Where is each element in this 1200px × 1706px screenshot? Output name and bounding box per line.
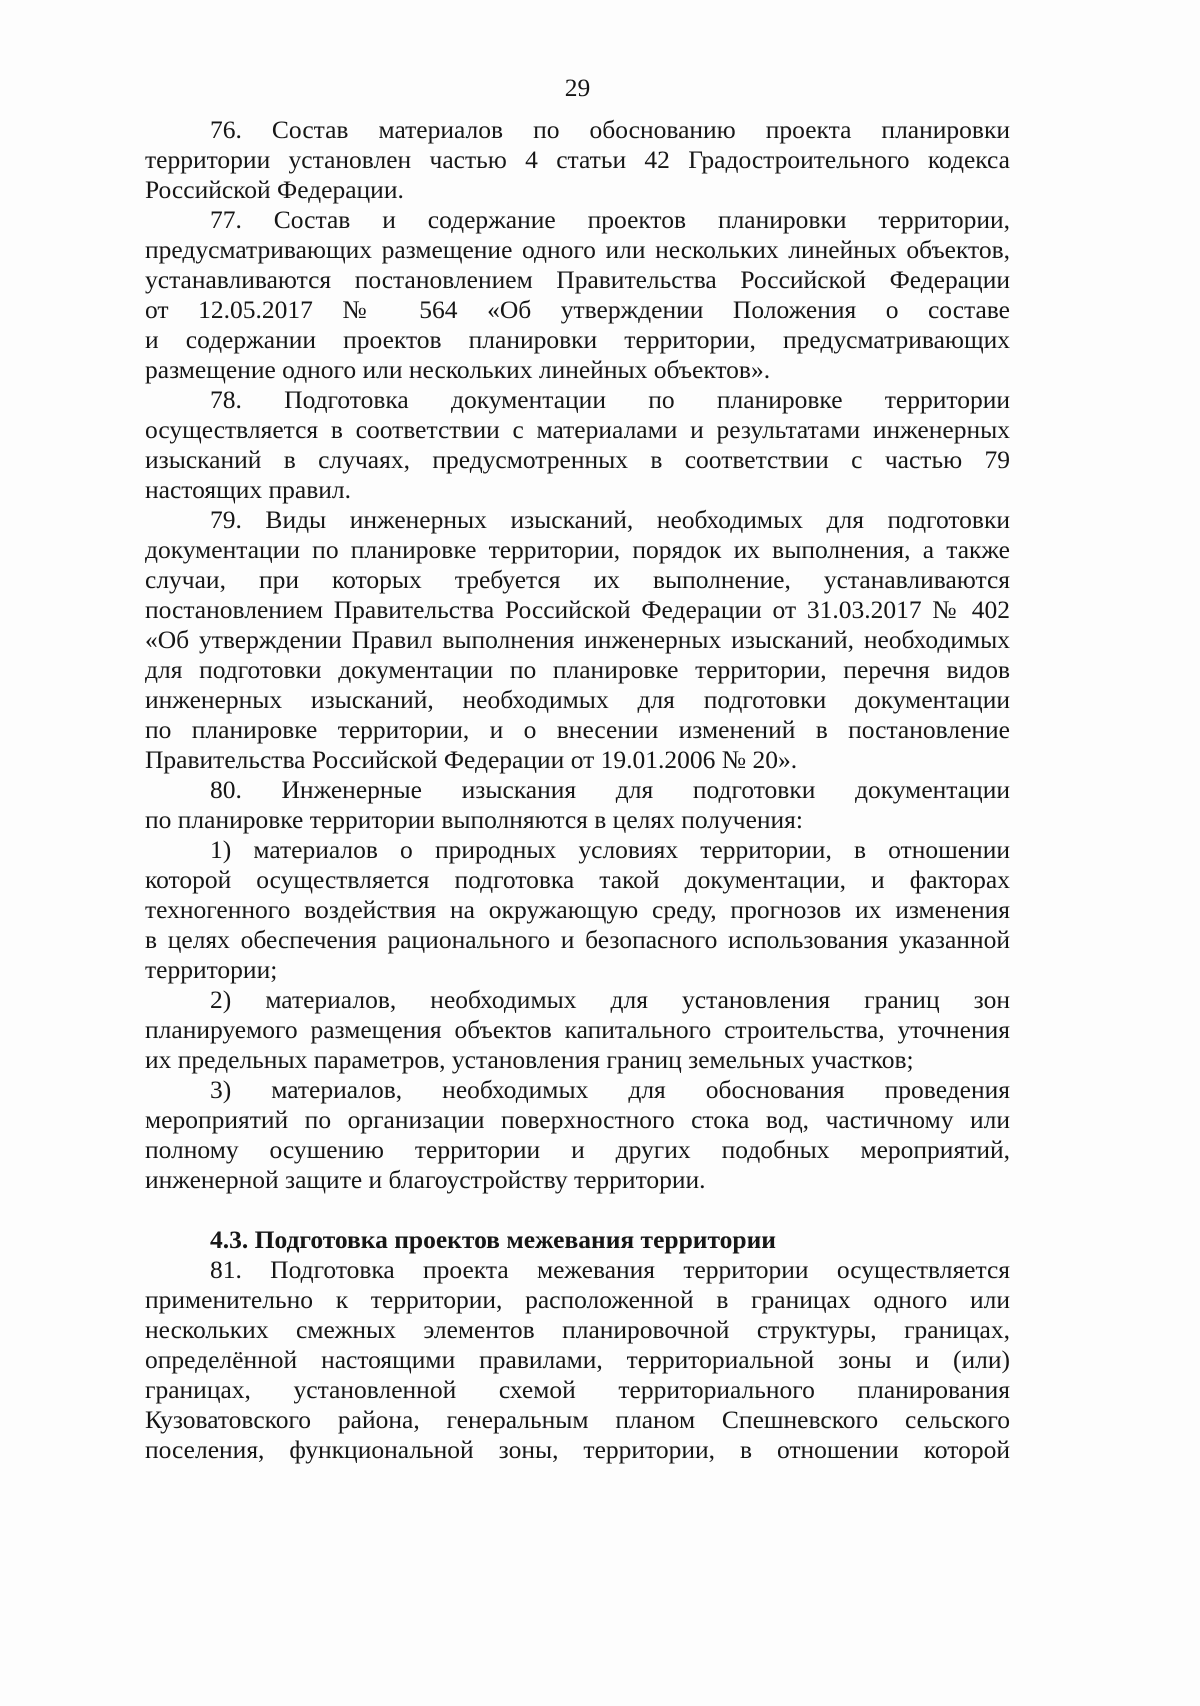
paragraph-line: осуществляется в соответствии с материалами и результатами инженерных — [145, 415, 1010, 444]
paragraph-78 — [145, 385, 1010, 505]
paragraph-76 — [145, 115, 1010, 205]
paragraph-line: от 12.05.2017 № 564 «Об утверждении Положения о составе — [145, 295, 1010, 324]
list-item-3 — [145, 1075, 1010, 1195]
paragraph-line: «Об утверждении Правил выполнения инженерных изысканий, необходимых — [145, 625, 1010, 654]
list-item-2 — [145, 985, 1010, 1075]
paragraph-77 — [145, 205, 1010, 385]
paragraph-line: территории; — [145, 955, 278, 984]
paragraph-80 — [145, 775, 1010, 835]
paragraph-line: документации по планировке территории, порядок их выполнения, а также — [145, 535, 1010, 564]
text-column — [145, 115, 1010, 1465]
paragraph-line: их предельных параметров, установления границ земельных участков; — [145, 1045, 914, 1074]
paragraph-line: которой осуществляется подготовка такой документации, и факторах — [145, 865, 1010, 894]
paragraph-line: определённой настоящими правилами, территориальной зоны и (или) — [145, 1345, 1010, 1374]
paragraph-line: территории установлен частью 4 статьи 42 Градостроительного кодекса — [145, 145, 1010, 174]
paragraph-line: 2) материалов, необходимых для установления границ зон — [210, 985, 1010, 1014]
paragraph-line: мероприятий по организации поверхностного стока вод, частичному или — [145, 1105, 1010, 1134]
paragraph-line: 80. Инженерные изыскания для подготовки документации — [210, 775, 1010, 804]
paragraph-line: по планировке территории, и о внесении изменений в постановление — [145, 715, 1010, 744]
paragraph-line: Российской Федерации. — [145, 175, 404, 204]
paragraph-line: нескольких смежных элементов планировочной структуры, границах, — [145, 1315, 1010, 1344]
paragraph-79 — [145, 505, 1010, 775]
paragraph-line: в целях обеспечения рационального и безопасного использования указанной — [145, 925, 1010, 954]
paragraph-line: Кузоватовского района, генеральным планом Спешневского сельского — [145, 1405, 1010, 1434]
paragraph-line: предусматривающих размещение одного или нескольких линейных объектов, — [145, 235, 1010, 264]
paragraph-line: Правительства Российской Федерации от 19.01.2006 № 20». — [145, 745, 798, 774]
paragraph-line: применительно к территории, расположенной в границах одного или — [145, 1285, 1010, 1314]
paragraph-line: полному осушению территории и других подобных мероприятий, — [145, 1135, 1010, 1164]
paragraph-line: инженерных изысканий, необходимых для подготовки документации — [145, 685, 1010, 714]
paragraph-line: 3) материалов, необходимых для обоснования проведения — [210, 1075, 1010, 1104]
paragraph-line: настоящих правил. — [145, 475, 351, 504]
paragraph-line: и содержании проектов планировки территории, предусматривающих — [145, 325, 1010, 354]
paragraph-line: поселения, функциональной зоны, территории, в отношении которой — [145, 1435, 1010, 1464]
paragraph-line: 1) материалов о природных условиях территории, в отношении — [210, 835, 1010, 864]
paragraph-line: техногенного воздействия на окружающую среду, прогнозов их изменения — [145, 895, 1010, 924]
page-number: 29 — [564, 73, 591, 102]
paragraph-line: случаи, при которых требуется их выполнение, устанавливаются — [145, 565, 1010, 594]
paragraph-line: 79. Виды инженерных изысканий, необходимых для подготовки — [210, 505, 1010, 534]
paragraph-line: изысканий в случаях, предусмотренных в соответствии с частью 79 — [145, 445, 1010, 474]
paragraph-line: постановлением Правительства Российской Федерации от 31.03.2017 № 402 — [145, 595, 1010, 624]
paragraph-line: размещение одного или нескольких линейных объектов». — [145, 355, 771, 384]
paragraph-line: 76. Состав материалов по обоснованию проекта планировки — [210, 115, 1010, 144]
paragraph-line: границах, установленной схемой территориального планирования — [145, 1375, 1010, 1404]
paragraph-line: 77. Состав и содержание проектов планировки территории, — [210, 205, 1010, 234]
paragraph-line: для подготовки документации по планировке территории, перечня видов — [145, 655, 1010, 684]
section-heading: 4.3. Подготовка проектов межевания территории — [210, 1225, 776, 1254]
paragraph-line: 78. Подготовка документации по планировке территории — [210, 385, 1010, 414]
list-item-1 — [145, 835, 1010, 985]
paragraph-line: 81. Подготовка проекта межевания территории осуществляется — [210, 1255, 1010, 1284]
paragraph-line: по планировке территории выполняются в целях получения: — [145, 805, 803, 834]
paragraph-line: устанавливаются постановлением Правительства Российской Федерации — [145, 265, 1010, 294]
paragraph-81 — [145, 1255, 1010, 1465]
paragraph-line: инженерной защите и благоустройству территории. — [145, 1165, 706, 1194]
paragraph-line: планируемого размещения объектов капитального строительства, уточнения — [145, 1015, 1010, 1044]
